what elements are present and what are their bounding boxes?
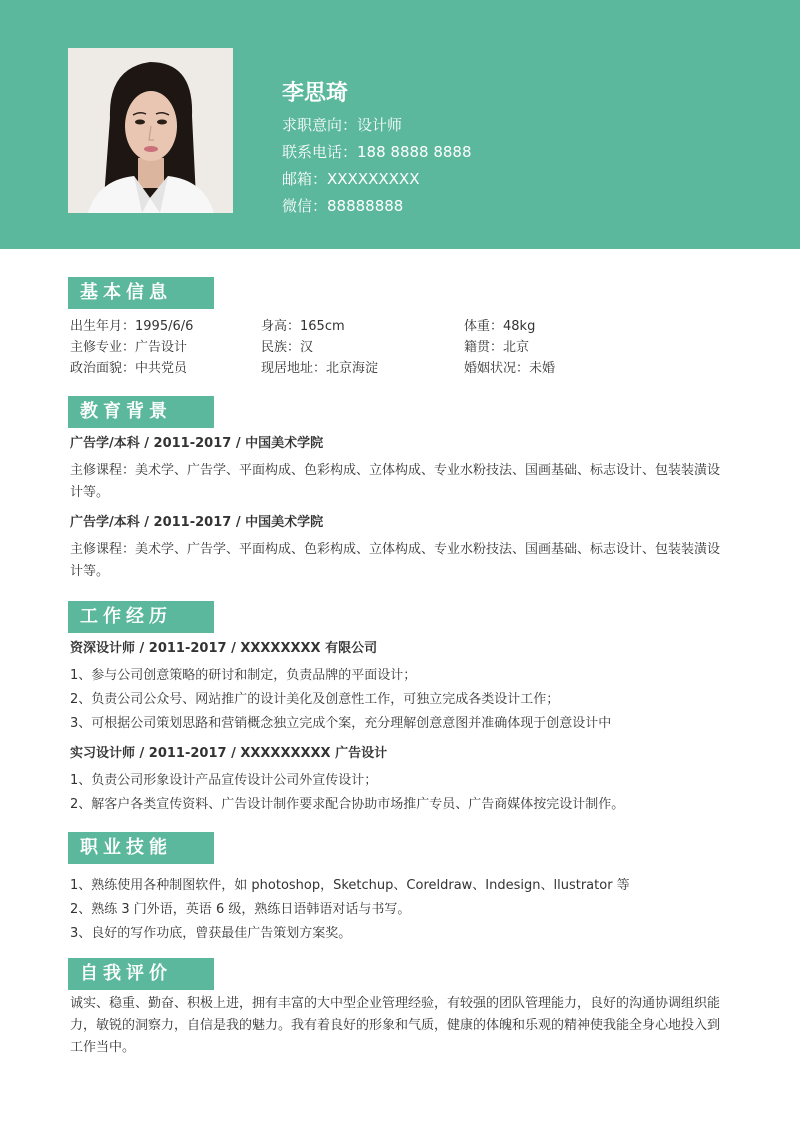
phone: 联系电话：188 8888 8888 bbox=[282, 143, 472, 161]
email: 邮箱：XXXXXXXXX bbox=[282, 170, 420, 188]
portrait-image bbox=[68, 48, 233, 213]
ethnicity: 民族：汉 bbox=[261, 340, 314, 355]
political-status: 政治面貌：中共党员 bbox=[70, 361, 188, 376]
self-evaluation-text: 诚实、稳重、勤奋、积极上进，拥有丰富的大中型企业管理经验，有较强的团队管理能力，良好的沟通协调组织能力，敏锐的洞察力，自信是我的魅力。我有着良好的形象和气质，健康的体魄和乐观的精神使我能全身心地投入到工作当中。 bbox=[70, 996, 721, 1055]
section-title-education: 教育背景 bbox=[68, 396, 214, 428]
education-entry bbox=[70, 512, 732, 583]
basic-info-grid bbox=[70, 316, 750, 379]
work-item: 1、参与公司创意策略的研讨和制定，负责品牌的平面设计； bbox=[70, 668, 417, 683]
profile-photo bbox=[68, 48, 233, 213]
skills-list bbox=[70, 874, 732, 946]
header-banner bbox=[0, 0, 800, 249]
education-courses: 主修课程：美术学、广告学、平面构成、色彩构成、立体构成、专业水粉技法、国画基础、标志设计、包装装潢设计等。 bbox=[70, 463, 721, 500]
education-entry bbox=[70, 433, 732, 504]
wechat: 微信：88888888 bbox=[282, 197, 404, 215]
education-courses: 主修课程：美术学、广告学、平面构成、色彩构成、立体构成、专业水粉技法、国画基础、标志设计、包装装潢设计等。 bbox=[70, 542, 721, 579]
section-title-self: 自我评价 bbox=[68, 958, 214, 990]
job-intent: 求职意向：设计师 bbox=[282, 116, 403, 134]
education-heading: 广告学/本科 / 2011-2017 / 中国美术学院 bbox=[70, 436, 324, 451]
work-item: 1、负责公司形象设计产品宣传设计公司外宣传设计； bbox=[70, 773, 378, 788]
self-evaluation bbox=[70, 993, 732, 1059]
work-item: 2、负责公司公众号、网站推广的设计美化及创意性工作，可独立完成各类设计工作； bbox=[70, 692, 560, 707]
candidate-name: 李思琦 bbox=[282, 81, 349, 106]
work-item: 3、可根据公司策划思路和营销概念独立完成个案，充分理解创意意图并准确体现于创意设计中 bbox=[70, 716, 612, 731]
work-heading: 资深设计师 / 2011-2017 / XXXXXXXX 有限公司 bbox=[70, 641, 378, 656]
weight: 体重：48kg bbox=[464, 319, 536, 334]
header-info bbox=[282, 80, 472, 220]
section-title-basic: 基本信息 bbox=[68, 277, 214, 309]
work-entry bbox=[70, 638, 732, 736]
section-title-work: 工作经历 bbox=[68, 601, 214, 633]
native-place: 籍贯：北京 bbox=[464, 340, 530, 355]
address: 现居地址：北京海淀 bbox=[261, 361, 379, 376]
work-heading: 实习设计师 / 2011-2017 / XXXXXXXXX 广告设计 bbox=[70, 746, 388, 761]
skill-item: 1、熟练使用各种制图软件，如 photoshop，Sketchup、Coreldraw、Indesign、llustrator 等 bbox=[70, 878, 630, 893]
skill-item: 2、熟练 3 门外语，英语 6 级，熟练日语韩语对话与书写。 bbox=[70, 902, 411, 917]
skill-item: 3、良好的写作功底，曾获最佳广告策划方案奖。 bbox=[70, 926, 352, 941]
section-title-skills: 职业技能 bbox=[68, 832, 214, 864]
basic-info-row bbox=[70, 316, 750, 337]
work-entry bbox=[70, 743, 732, 817]
education-heading: 广告学/本科 / 2011-2017 / 中国美术学院 bbox=[70, 515, 324, 530]
basic-info-row bbox=[70, 337, 750, 358]
work-item: 2、解客户各类宣传资料、广告设计制作要求配合协助市场推广专员、广告商媒体按完设计制作。 bbox=[70, 797, 625, 812]
major: 主修专业：广告设计 bbox=[70, 340, 188, 355]
marital-status: 婚姻状况：未婚 bbox=[464, 361, 556, 376]
birth-date: 出生年月：1995/6/6 bbox=[70, 319, 194, 334]
basic-info-row bbox=[70, 358, 750, 379]
height: 身高：165cm bbox=[261, 319, 345, 334]
